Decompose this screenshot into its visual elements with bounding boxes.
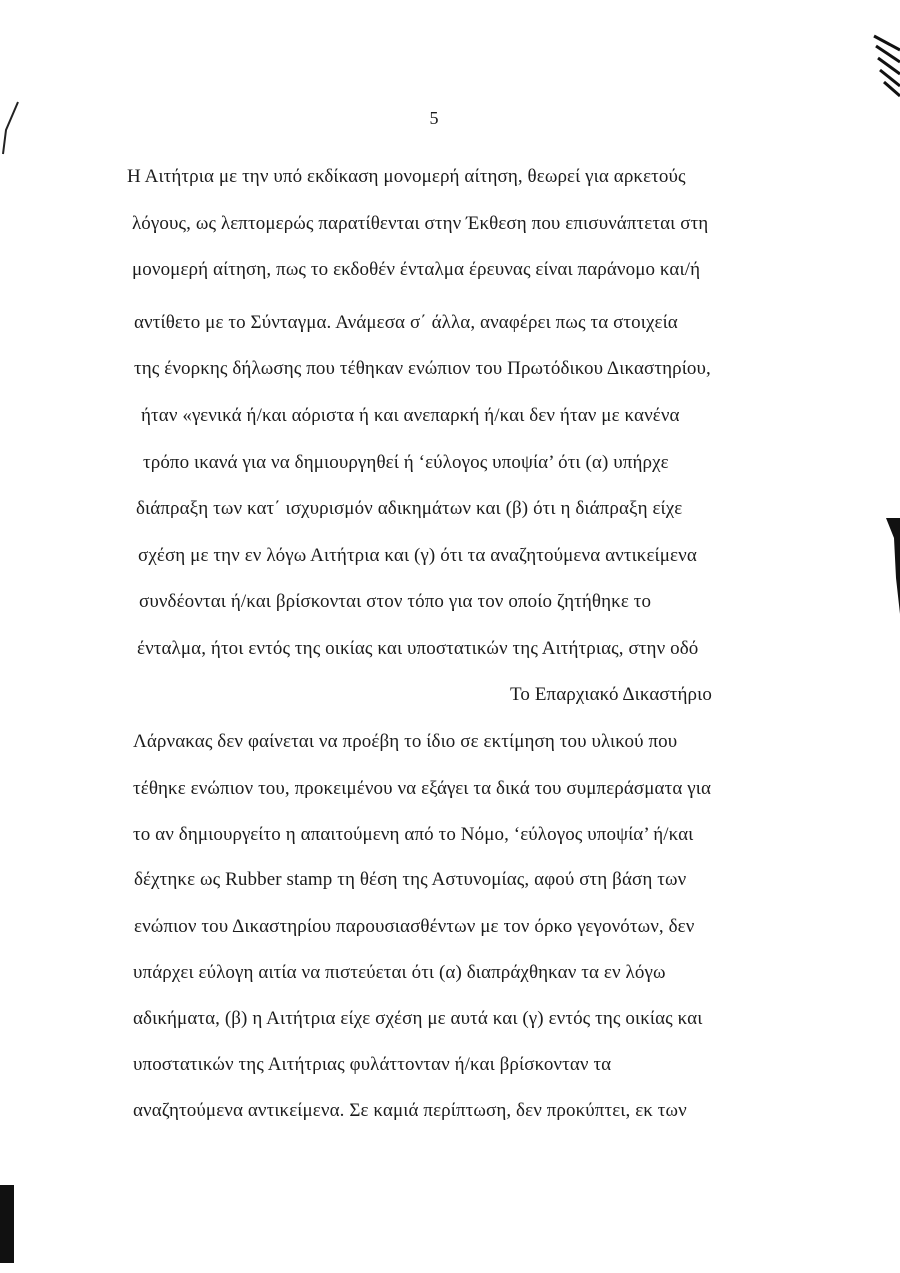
scan-side-mark-icon (882, 518, 900, 614)
text-line: Λάρνακας δεν φαίνεται να προέβη το ίδιο σε εκτίμηση του υλικού που (133, 731, 678, 752)
text-line: αναζητούμενα αντικείμενα. Σε καμιά περίπτωση, δεν προκύπτει, εκ των (133, 1100, 687, 1121)
text-line: δέχτηκε ως Rubber stamp τη θέση της Αστυνομίας, αφού στη βάση των (134, 869, 687, 890)
text-line: ενώπιον του Δικαστηρίου παρουσιασθέντων με τον όρκο γεγονότων, δεν (134, 916, 695, 937)
text-line: αντίθετο με το Σύνταγμα. Ανάμεσα σ΄ άλλα, αναφέρει πως τα στοιχεία (134, 312, 678, 333)
text-line: συνδέονται ή/και βρίσκονται στον τόπο για τον οποίο ζητήθηκε το (139, 591, 652, 612)
text-line: υπάρχει εύλογη αιτία να πιστεύεται ότι (α) διαπράχθηκαν τα εν λόγω (133, 962, 666, 983)
text-line: λόγους, ως λεπτομερώς παρατίθενται στην Έκθεση που επισυνάπτεται στη (132, 213, 709, 234)
text-line: διάπραξη των κατ΄ ισχυρισμόν αδικημάτων και (β) ότι η διάπραξη είχε (136, 498, 683, 519)
text-line: Η Αιτήτρια με την υπό εκδίκαση μονομερή αίτηση, θεωρεί για αρκετούς (127, 166, 686, 187)
text-line: σχέση με την εν λόγω Αιτήτρια και (γ) ότι τα αναζητούμενα αντικείμενα (138, 545, 697, 566)
text-line: τέθηκε ενώπιον του, προκειμένου να εξάγει τα δικά του συμπεράσματα για (133, 778, 712, 799)
scan-binding-mark (0, 1185, 14, 1263)
text-line: της ένορκης δήλωσης που τέθηκαν ενώπιον του Πρωτόδικου Δικαστηρίου, (134, 358, 711, 379)
text-line: υποστατικών της Αιτήτριας φυλάττονταν ή/και βρίσκονταν τα (133, 1054, 612, 1075)
text-line: Το Επαρχιακό Δικαστήριο (510, 684, 712, 705)
text-line: ένταλμα, ήτοι εντός της οικίας και υποστατικών της Αιτήτριας, στην οδό (137, 638, 699, 659)
text-line: μονομερή αίτηση, πως το εκδοθέν ένταλμα έρευνας είναι παράνομο και/ή (132, 259, 701, 280)
text-line: τρόπο ικανά για να δημιουργηθεί ή ‘εύλογος υποψία’ ότι (α) υπήρχε (143, 452, 669, 473)
text-line: ήταν «γενικά ή/και αόριστα ή και ανεπαρκή ή/και δεν ήταν με κανένα (141, 405, 680, 426)
scan-corner-mark-icon (870, 30, 900, 98)
text-line: το αν δημιουργείτο η απαιτούμενη από το Νόμο, ‘εύλογος υποψία’ ή/και (133, 824, 694, 845)
page-number: 5 (429, 108, 439, 128)
text-line: αδικήματα, (β) η Αιτήτρια είχε σχέση με αυτά και (γ) εντός της οικίας και (133, 1008, 703, 1029)
